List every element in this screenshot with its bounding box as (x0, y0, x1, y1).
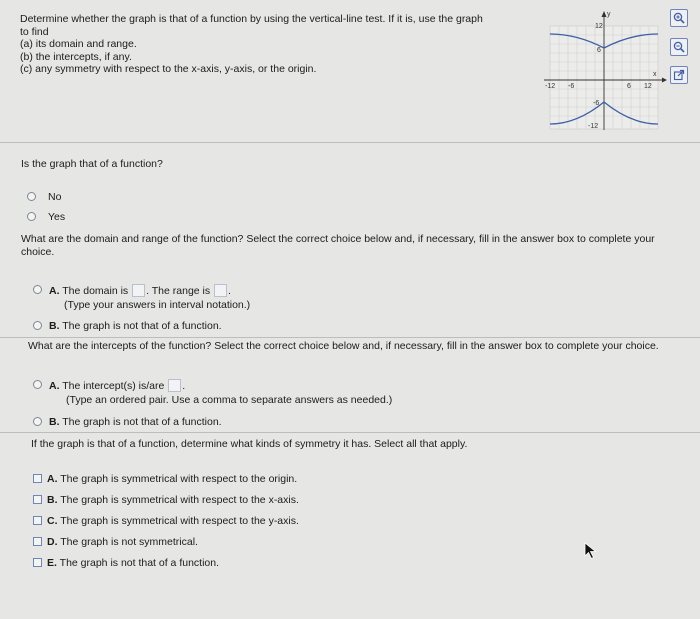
q3-hint: (Type an ordered pair. Use a comma to separate answers as needed.) (66, 394, 393, 406)
intro-line: (a) its domain and range. (20, 38, 137, 50)
tick-label: 6 (597, 47, 601, 54)
q4-option-e: E. The graph is not that of a function. (47, 557, 220, 569)
option-label: Yes (48, 211, 66, 223)
zoom-out-button[interactable] (670, 38, 688, 56)
tick-label: -12 (588, 123, 599, 130)
intro-line: to find (20, 25, 49, 38)
intro-line: Determine whether the graph is that of a function by using the vertical-line test. If it is, use the graph (20, 13, 483, 25)
external-link-icon (673, 69, 685, 81)
checkbox-q4-d[interactable] (33, 537, 42, 546)
radio-no[interactable] (27, 192, 36, 201)
q4-option-c: C. The graph is symmetrical with respect to the y-axis. (47, 515, 299, 527)
radio-q2-b[interactable] (33, 321, 42, 330)
radio-q2-a[interactable] (33, 285, 42, 294)
q4-option-a: A. The graph is symmetrical with respect to the origin. (47, 473, 298, 485)
q4-option-d: D. The graph is not symmetrical. (47, 536, 198, 548)
q2-prompt: What are the domain and range of the function? Select the correct choice below and, if necessary, fill in the answer box to complete your (21, 233, 655, 245)
q2-prompt: choice. (21, 246, 55, 258)
intro-line: (c) any symmetry with respect to the x-axis, y-axis, or the origin. (20, 63, 317, 75)
q3-option-a: A. The intercept(s) is/are . (49, 380, 186, 392)
magnifier-plus-icon (673, 12, 685, 24)
x-axis-label: x (653, 71, 657, 78)
q3-prompt: What are the intercepts of the function? Select the correct choice below and, if necessary, fill in the answer box to complete your choice. (28, 340, 659, 352)
intro-line: (b) the intercepts, if any. (20, 50, 132, 63)
zoom-in-button[interactable] (670, 9, 688, 27)
divider (0, 432, 700, 433)
tick-label: -12 (545, 83, 556, 90)
q4-option-b: B. The graph is symmetrical with respect to the x-axis. (47, 494, 299, 506)
tick-label: 12 (644, 83, 652, 90)
tick-label: 6 (627, 83, 631, 90)
q2-option-b: B. The graph is not that of a function. (49, 320, 222, 332)
radio-q3-b[interactable] (33, 417, 42, 426)
radio-q3-a[interactable] (33, 380, 42, 389)
q1-prompt: Is the graph that of a function? (21, 158, 163, 170)
range-answer-box[interactable] (214, 284, 227, 297)
tick-label: -6 (593, 100, 600, 107)
checkbox-q4-b[interactable] (33, 495, 42, 504)
radio-yes[interactable] (27, 212, 36, 221)
checkbox-q4-a[interactable] (33, 474, 42, 483)
q4-prompt: If the graph is that of a function, determine what kinds of symmetry it has. Select all that apply. (31, 438, 468, 450)
magnifier-minus-icon (673, 41, 685, 53)
divider (0, 337, 700, 338)
checkbox-q4-c[interactable] (33, 516, 42, 525)
option-label: No (48, 191, 62, 203)
mouse-cursor-icon (584, 542, 598, 560)
open-in-window-button[interactable] (670, 66, 688, 84)
function-graph (540, 6, 670, 132)
q2-option-a: A. The domain is . The range is . (49, 285, 231, 297)
y-axis-label: y (607, 11, 611, 18)
intercepts-answer-box[interactable] (168, 379, 181, 392)
problem-statement (20, 13, 483, 76)
q3-option-b: B. The graph is not that of a function. (49, 416, 222, 428)
tick-label: 12 (595, 23, 603, 30)
domain-answer-box[interactable] (132, 284, 145, 297)
q2-hint: (Type your answers in interval notation.) (64, 299, 251, 311)
divider (0, 142, 700, 143)
tick-label: -6 (568, 83, 575, 90)
checkbox-q4-e[interactable] (33, 558, 42, 567)
